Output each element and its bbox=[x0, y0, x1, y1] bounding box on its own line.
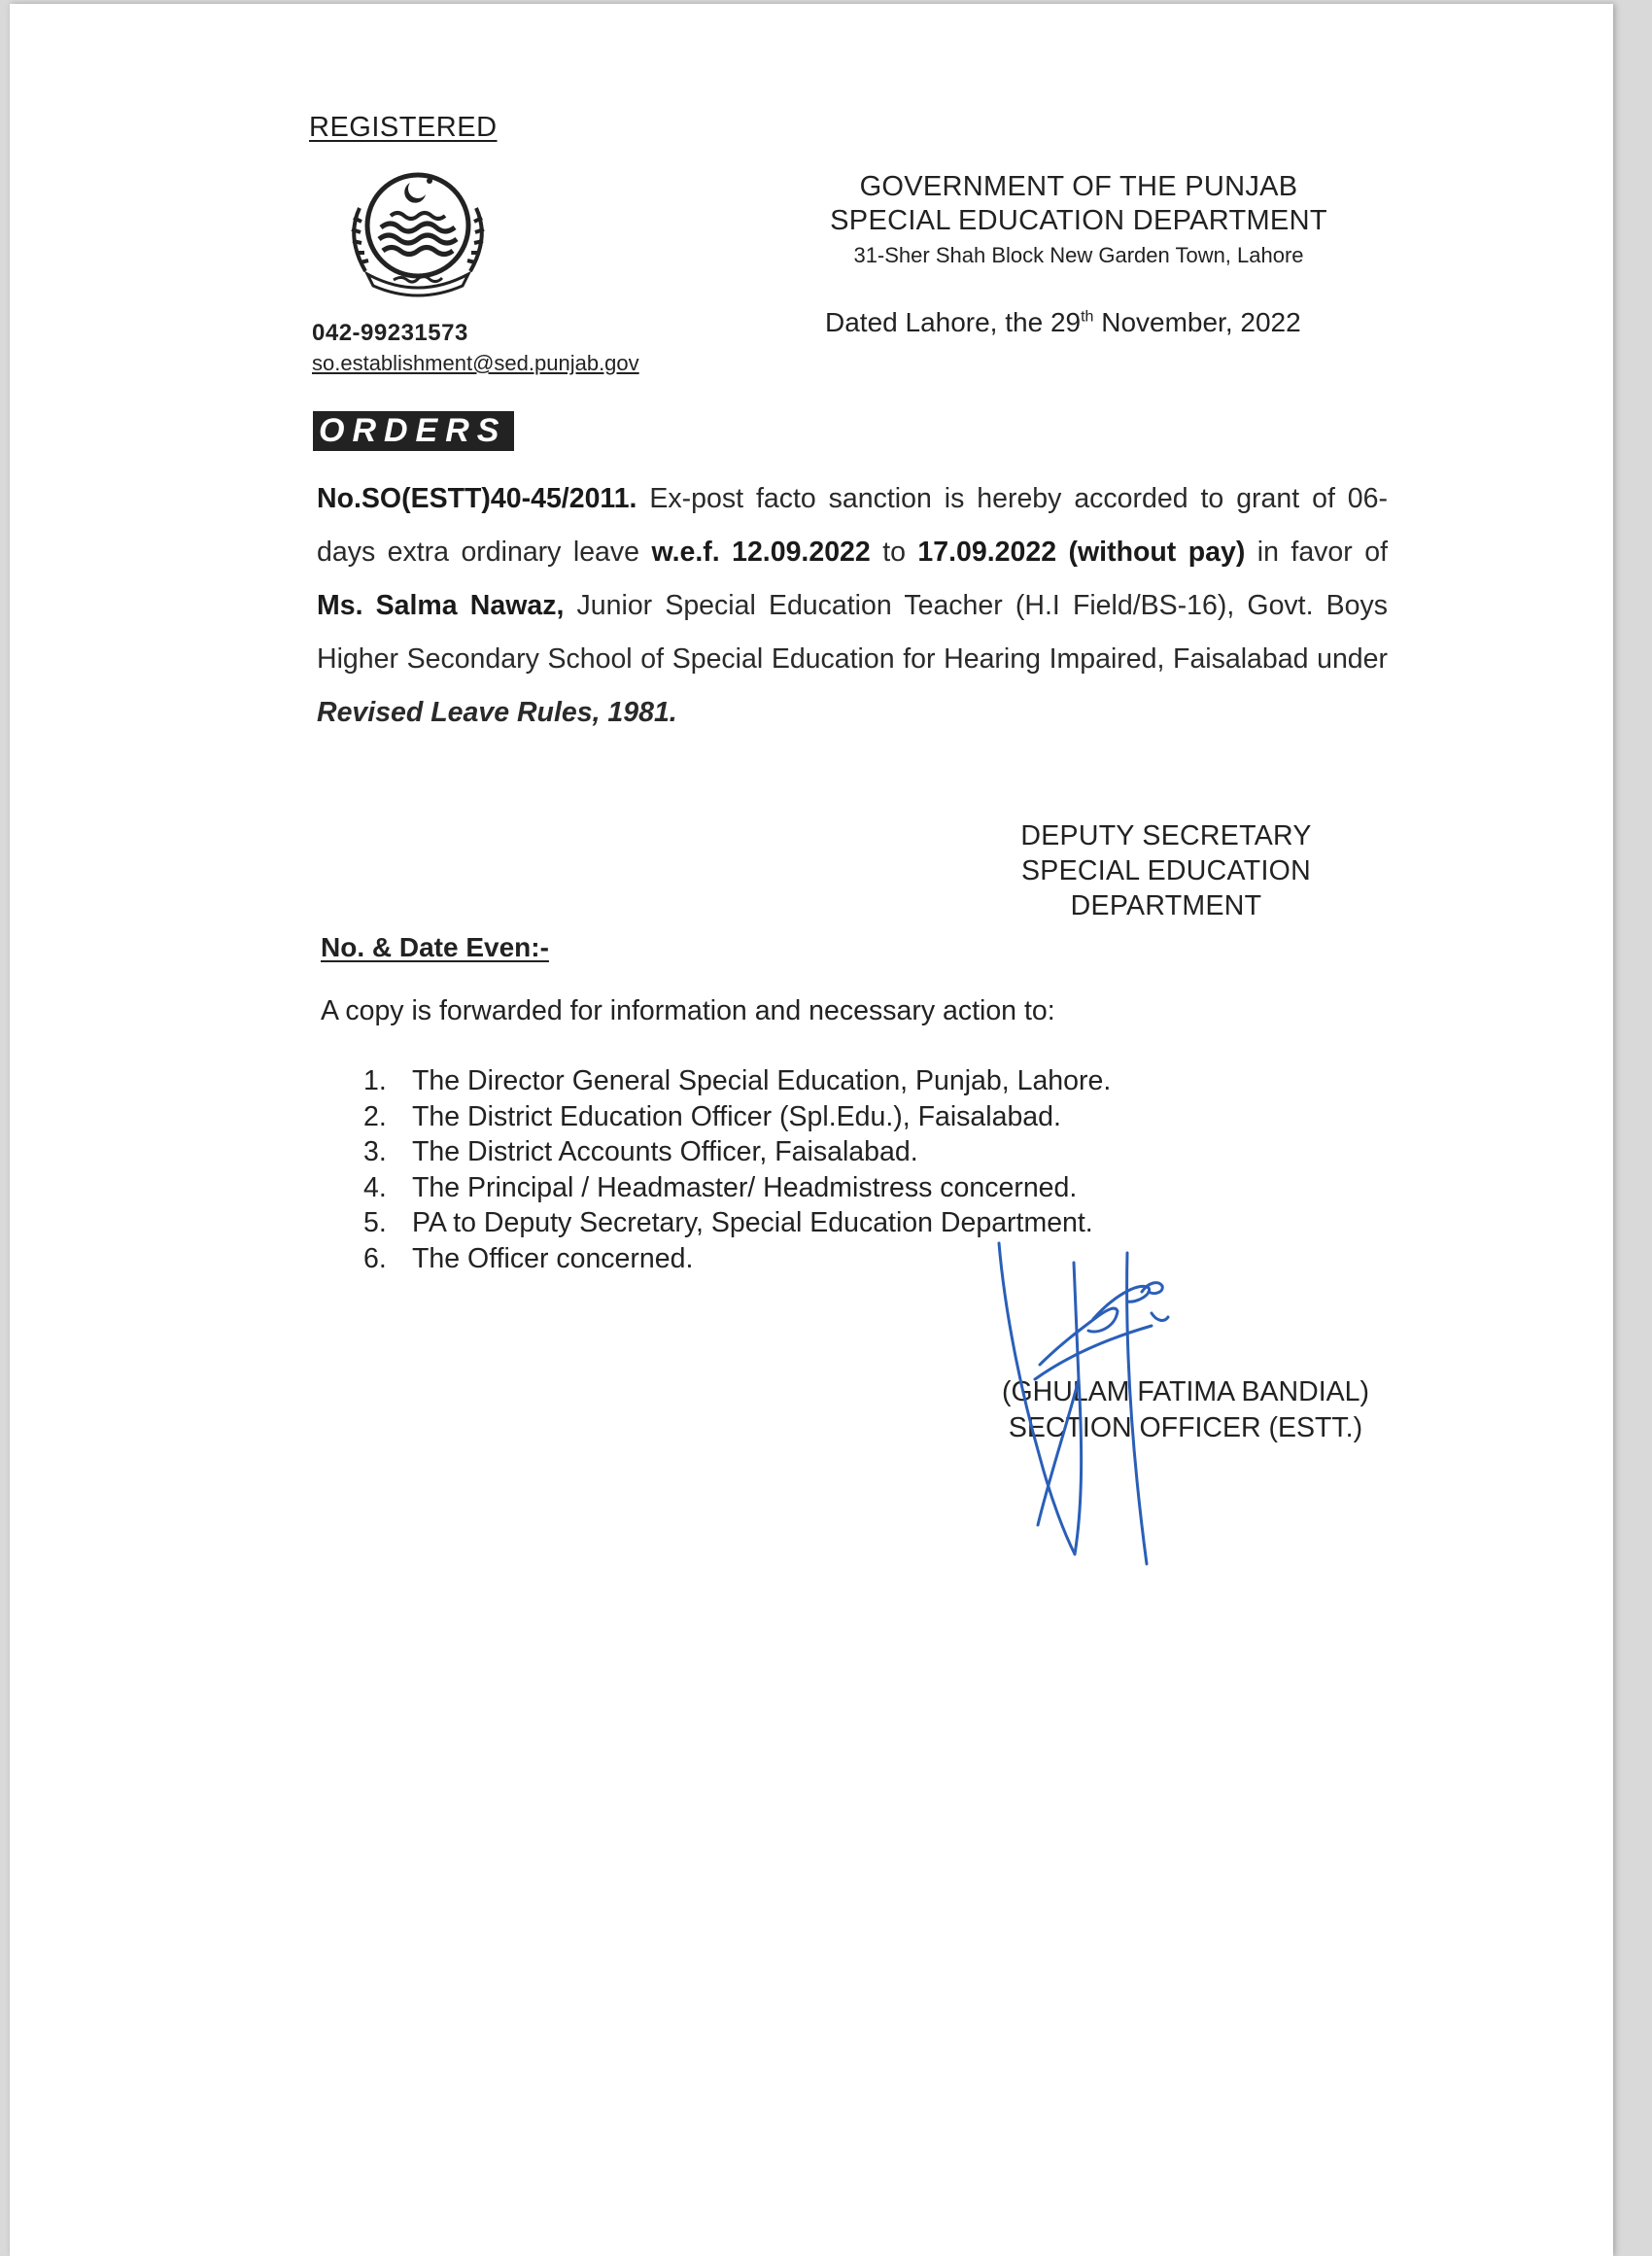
leave-end-date: 17.09.2022 (without pay) bbox=[917, 537, 1246, 568]
deputy-line: DEPUTY SECRETARY bbox=[1020, 820, 1312, 851]
list-number: 4. bbox=[363, 1171, 387, 1203]
forward-text: A copy is forwarded for information and necessary action to: bbox=[321, 995, 1055, 1026]
dated-ordinal: th bbox=[1081, 308, 1094, 326]
leave-start-date: w.e.f. 12.09.2022 bbox=[651, 537, 871, 568]
list-text: The Principal / Headmaster/ Headmistress concerned. bbox=[412, 1171, 1078, 1203]
deputy-line: SPECIAL EDUCATION bbox=[1020, 855, 1312, 886]
list-item bbox=[363, 1170, 1111, 1206]
list-number: 2. bbox=[363, 1100, 387, 1132]
dated-line bbox=[825, 307, 1301, 338]
department-address: 31-Sher Shah Block New Garden Town, Lahore bbox=[853, 243, 1304, 267]
employee-name: Ms. Salma Nawaz, bbox=[317, 590, 565, 621]
letterhead bbox=[787, 171, 1370, 268]
list-number: 1. bbox=[363, 1065, 387, 1096]
list-text: The Director General Special Education, Punjab, Lahore. bbox=[412, 1065, 1112, 1096]
orders-title: ORDERS bbox=[313, 411, 514, 451]
order-text: Junior Special Education Teacher (H.I Field/BS-16), Govt. Boys Higher Secondary School of Special Education for Hearing Impaired, Faisalabad under bbox=[317, 590, 1389, 675]
leave-rules: Revised Leave Rules, 1981. bbox=[317, 697, 677, 728]
list-number: 5. bbox=[363, 1207, 387, 1238]
order-reference-number: No.SO(ESTT)40-45/2011. bbox=[317, 483, 637, 514]
contact-email: so.establishment@sed.punjab.gov bbox=[312, 351, 639, 375]
list-text: The Officer concerned. bbox=[412, 1242, 694, 1274]
punjab-emblem-logo bbox=[321, 159, 515, 305]
list-text: PA to Deputy Secretary, Special Education Department. bbox=[412, 1207, 1093, 1238]
list-text: The District Education Officer (Spl.Edu.), Faisalabad. bbox=[412, 1100, 1061, 1132]
list-text: The District Accounts Officer, Faisalabad. bbox=[412, 1136, 918, 1167]
order-paragraph bbox=[317, 472, 1388, 740]
list-item bbox=[363, 1134, 1111, 1170]
department-title: SPECIAL EDUCATION DEPARTMENT bbox=[830, 205, 1327, 236]
handwritten-signature bbox=[981, 1233, 1215, 1569]
list-item bbox=[363, 1099, 1111, 1135]
list-number: 6. bbox=[363, 1242, 387, 1274]
registered-label: REGISTERED bbox=[309, 112, 498, 143]
even-heading: No. & Date Even:- bbox=[321, 932, 549, 962]
deputy-line: DEPARTMENT bbox=[1070, 890, 1262, 921]
list-item bbox=[363, 1063, 1111, 1099]
deputy-secretary-block bbox=[981, 818, 1351, 923]
section-officer-name: (GHULAM FATIMA BANDIAL) bbox=[1002, 1376, 1369, 1407]
order-text: in favor of bbox=[1245, 537, 1388, 568]
dated-prefix: Dated Lahore, the 29 bbox=[825, 307, 1082, 337]
contact-phone: 042-99231573 bbox=[312, 320, 468, 346]
document-page bbox=[10, 4, 1613, 2256]
list-number: 3. bbox=[363, 1136, 387, 1167]
order-text: Ex-post facto sanction is hereby accorded to grant of 06-days extra ordinary leave bbox=[317, 483, 1388, 568]
government-title: GOVERNMENT OF THE PUNJAB bbox=[859, 171, 1298, 202]
section-officer-title: SECTION OFFICER (ESTT.) bbox=[1008, 1412, 1363, 1443]
order-text: to bbox=[870, 537, 918, 568]
dated-suffix: November, 2022 bbox=[1093, 307, 1301, 337]
